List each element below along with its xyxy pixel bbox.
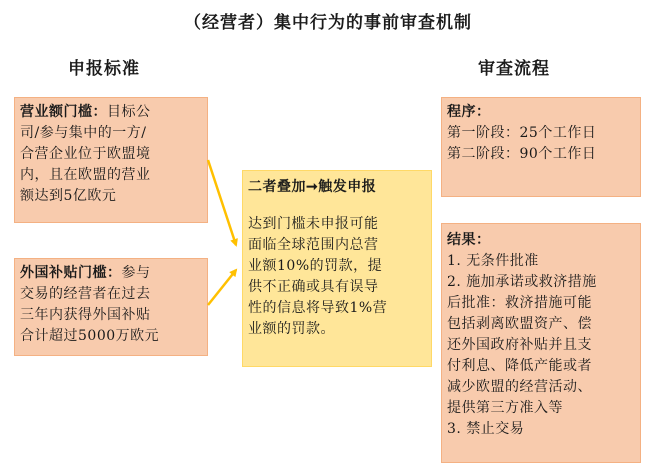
turnover-threshold-line-5: 额达到5亿欧元 <box>20 188 117 204</box>
subsidy-threshold-box <box>14 258 208 356</box>
procedure-phase-2: 第二阶段：90个工作日 <box>447 146 597 162</box>
trigger-filing-line-3: 业额10%的罚款，提 <box>248 258 383 274</box>
trigger-filing-line-5: 性的信息将导致1%营 <box>248 300 388 316</box>
turnover-threshold-box <box>14 97 208 223</box>
turnover-to-trigger-arrow <box>208 160 236 245</box>
procedure-box <box>441 97 641 197</box>
review-process-header: 审查流程 <box>478 59 550 79</box>
result-line-2: 2. 施加承诺或救济措施 <box>447 274 597 290</box>
turnover-threshold-label: 营业额门槛： <box>20 104 107 120</box>
trigger-filing-box <box>242 170 432 367</box>
result-line-9: 3. 禁止交易 <box>447 421 525 437</box>
filing-criteria-header: 申报标准 <box>68 59 140 79</box>
result-line-1: 1. 无条件批准 <box>447 253 539 269</box>
result-line-3: 后批准：救济措施可能 <box>447 295 592 311</box>
subsidy-threshold-line-3: 三年内获得外国补贴 <box>20 307 151 323</box>
subsidy-threshold-line-2: 交易的经营者在过去 <box>20 286 151 302</box>
turnover-threshold-line-3: 合营企业位于欧盟境 <box>20 146 151 162</box>
subsidy-to-trigger-arrow <box>208 270 236 305</box>
turnover-threshold-line-4: 内，且在欧盟的营业 <box>20 167 151 183</box>
result-heading: 结果： <box>447 232 491 248</box>
procedure-phase-1: 第一阶段：25个工作日 <box>447 125 597 141</box>
trigger-filing-line-1: 达到门槛未申报可能 <box>248 216 379 232</box>
result-box <box>441 223 641 463</box>
diagram-title: （经营者）集中行为的事前审查机制 <box>184 13 472 33</box>
subsidy-threshold-label: 外国补贴门槛： <box>20 265 122 281</box>
subsidy-threshold-line-4: 合计超过5000万欧元 <box>20 328 160 344</box>
subsidy-threshold-line-1: 外国补贴门槛：参与 <box>20 265 151 281</box>
trigger-filing-line-2: 面临全球范围内总营 <box>248 237 379 253</box>
trigger-filing-line-4: 供不正确或具有误导 <box>248 279 379 295</box>
result-line-8: 提供第三方准入等 <box>447 400 563 416</box>
turnover-threshold-line-1: 营业额门槛：目标公 <box>20 104 151 120</box>
result-line-5: 还外国政府补贴并且支 <box>447 337 592 353</box>
trigger-filing-line-6: 业额的罚款。 <box>248 321 335 337</box>
result-line-7: 减少欧盟的经营活动、 <box>447 379 592 395</box>
turnover-threshold-line-2: 司/参与集中的一方/ <box>20 125 147 141</box>
procedure-heading: 程序： <box>447 104 491 120</box>
result-line-6: 付利息、降低产能或者 <box>447 358 592 374</box>
trigger-filing-heading: 二者叠加➞触发申报 <box>248 179 377 195</box>
result-line-4: 包括剥离欧盟资产、偿 <box>447 316 592 332</box>
